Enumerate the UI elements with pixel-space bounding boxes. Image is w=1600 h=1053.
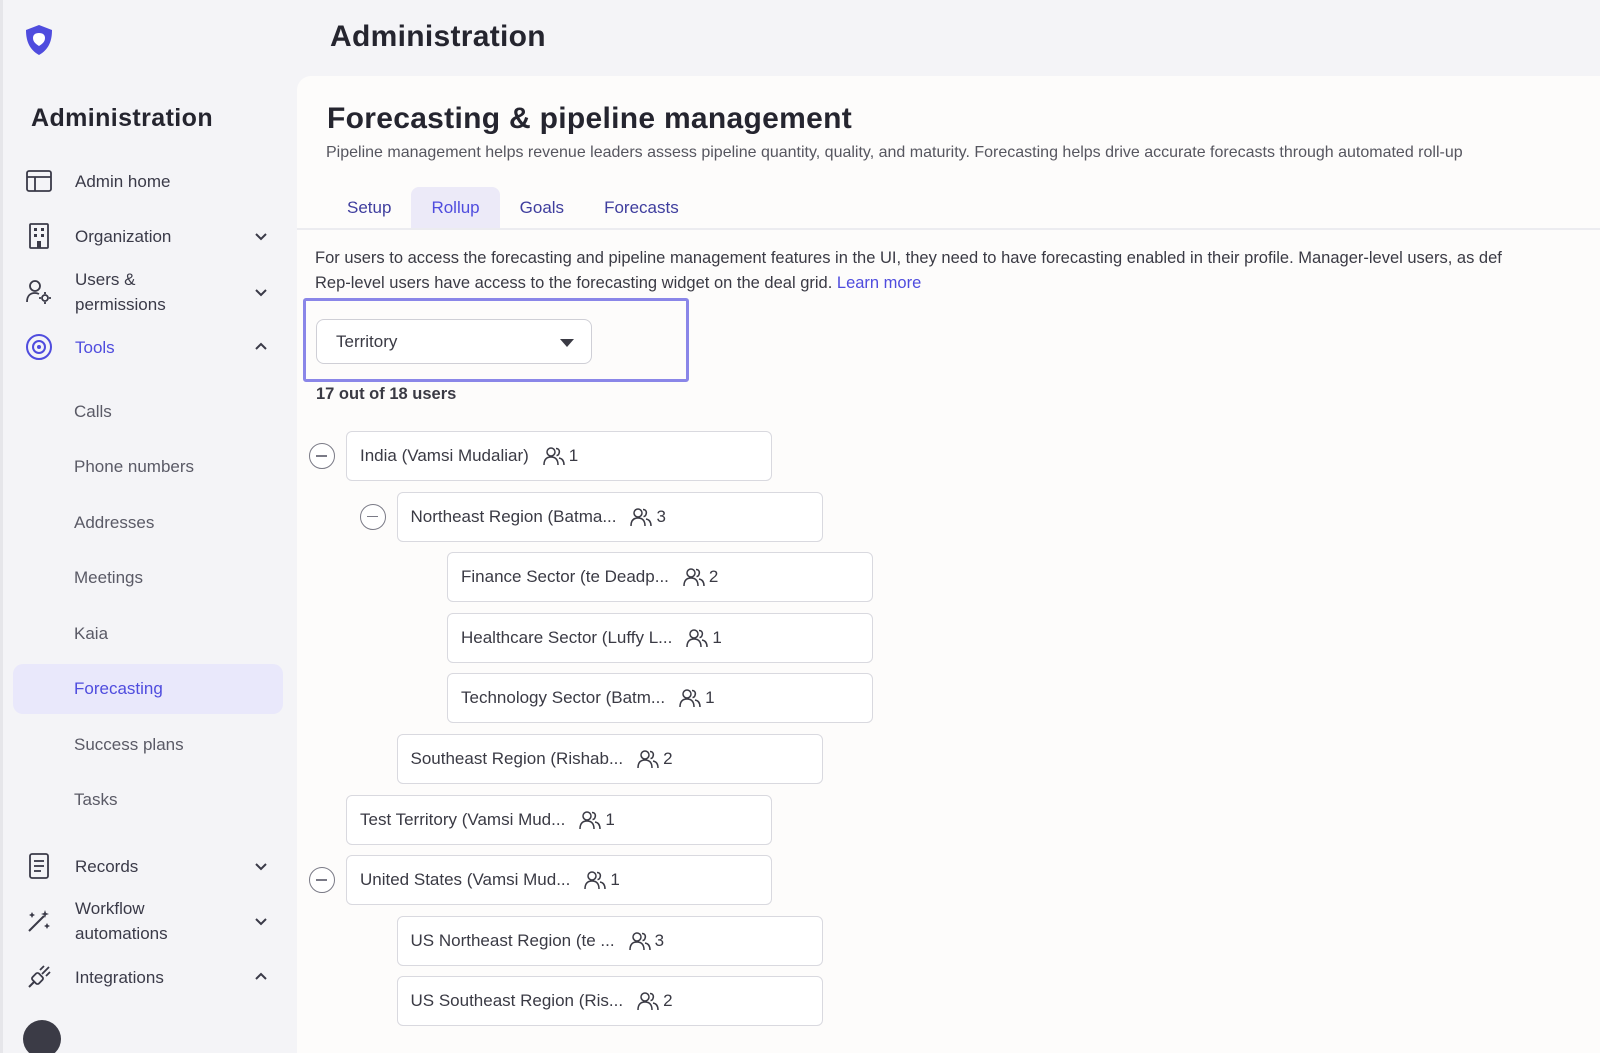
- tree-node-label: Test Territory (Vamsi Mud...: [360, 809, 566, 829]
- tree-node[interactable]: [346, 795, 772, 845]
- tree-node[interactable]: [447, 673, 873, 723]
- chevron-down-icon[interactable]: [253, 228, 269, 244]
- tree-node-user-count: 1: [568, 446, 579, 465]
- tree-node[interactable]: [346, 855, 772, 905]
- hierarchy-select-value: Territory: [336, 331, 398, 351]
- layout-icon: [25, 167, 53, 195]
- caret-down-icon: [560, 339, 574, 347]
- records-icon: [25, 852, 53, 880]
- users-icon: [679, 687, 701, 709]
- tree-node[interactable]: [397, 976, 823, 1026]
- tab-rollup[interactable]: Rollup: [411, 187, 499, 229]
- tree-node-label: US Northeast Region (te ...: [410, 930, 615, 950]
- sidebar-item-tools[interactable]: [13, 332, 283, 362]
- info-line-2: [315, 271, 1600, 296]
- user-settings-icon: [25, 278, 53, 306]
- sidebar-item-label: Integrations: [75, 967, 164, 987]
- user-count: 17 out of 18 users: [316, 385, 457, 403]
- sidebar-item-label: Organization: [75, 226, 172, 246]
- sidebar: [0, 0, 300, 1053]
- tools-icon: [25, 333, 53, 361]
- tree-node-user-count: 3: [656, 506, 666, 526]
- sidebar-item-organization[interactable]: [13, 221, 283, 251]
- learn-more-link[interactable]: Learn more: [836, 274, 922, 292]
- tree-node-user-count: 2: [663, 749, 673, 768]
- users-icon: [584, 869, 606, 891]
- tree-node-label: Technology Sector (Batm...: [461, 688, 666, 708]
- chevron-up-icon[interactable]: [253, 339, 269, 355]
- tree-node-label: Southeast Region (Rishab...: [410, 749, 624, 768]
- sidebar-item-workflow-automations[interactable]: [13, 894, 283, 948]
- sidebar-item-label: Workflow automations: [75, 899, 168, 943]
- plug-icon: [25, 963, 53, 991]
- page-description: Pipeline management helps revenue leaders assess pipeline quantity, quality, and maturity. Forecasting helps drive accurate forecasts through automated roll-up: [326, 144, 1463, 161]
- sidebar-subitem-kaia[interactable]: Kaia: [74, 624, 109, 643]
- page-title: Forecasting & pipeline management: [327, 102, 853, 135]
- chevron-down-icon[interactable]: [253, 284, 269, 300]
- tree-node[interactable]: [397, 492, 823, 542]
- tree-node[interactable]: [397, 734, 823, 784]
- tree-node-user-count: 3: [654, 930, 665, 950]
- users-icon: [579, 809, 601, 831]
- tree-node-user-count: 2: [663, 991, 673, 1011]
- info-line-1: For users to access the forecasting and pipeline management features in the UI, they need to have forecasting enabled in their profile. Manager-level users, as def: [315, 249, 1502, 267]
- sidebar-subitem-success-plans[interactable]: Success plans: [74, 735, 184, 754]
- tab-forecasts[interactable]: Forecasts: [604, 198, 679, 217]
- header-title: Administration: [330, 20, 546, 53]
- sidebar-subitem-phone-numbers[interactable]: Phone numbers: [74, 457, 195, 476]
- sidebar-subitem-addresses[interactable]: Addresses: [74, 513, 155, 532]
- chevron-down-icon[interactable]: [253, 858, 269, 874]
- collapse-toggle-icon[interactable]: [309, 443, 335, 469]
- magic-wand-icon: [25, 907, 53, 935]
- sidebar-item-integrations[interactable]: [13, 962, 283, 992]
- tree-node[interactable]: [447, 613, 873, 663]
- chevron-down-icon[interactable]: [253, 913, 269, 929]
- sidebar-item-label: Records: [75, 856, 139, 876]
- collapse-toggle-icon[interactable]: [309, 867, 335, 893]
- users-icon: [683, 566, 705, 588]
- tab-setup[interactable]: Setup: [347, 198, 392, 217]
- tree-node-label: Healthcare Sector (Luffy L...: [461, 627, 673, 647]
- tabs-divider: [297, 228, 1600, 230]
- tab-goals[interactable]: Goals: [519, 198, 565, 217]
- sidebar-title: Administration: [31, 104, 213, 132]
- tree-node-user-count: 2: [708, 567, 719, 587]
- collapse-toggle-icon[interactable]: [360, 504, 386, 530]
- app-logo-icon[interactable]: [21, 22, 57, 58]
- sidebar-subitem-forecasting[interactable]: Forecasting: [13, 664, 283, 714]
- tree-node-label: Finance Sector (te Deadp...: [461, 567, 669, 587]
- sidebar-item-admin-home[interactable]: [13, 166, 283, 196]
- sidebar-subitem-calls[interactable]: Calls: [74, 402, 112, 421]
- hierarchy-select[interactable]: [316, 319, 592, 364]
- building-icon: [25, 222, 53, 250]
- tree-node-user-count: 1: [610, 870, 620, 890]
- main-panel: [297, 76, 1600, 1053]
- users-icon: [686, 627, 708, 649]
- tree-node[interactable]: [346, 431, 772, 481]
- sidebar-item-label: Users & permissions: [75, 270, 166, 314]
- tree-node-user-count: 1: [705, 688, 715, 708]
- tree-node-label: Northeast Region (Batma...: [410, 506, 617, 526]
- chevron-up-icon[interactable]: [253, 969, 269, 985]
- sidebar-item-records[interactable]: [13, 851, 283, 881]
- tab-bar: [327, 187, 699, 229]
- sidebar-subitem-tasks[interactable]: Tasks: [74, 790, 118, 809]
- users-icon: [543, 445, 565, 467]
- tree-node-user-count: 1: [605, 809, 615, 829]
- tree-node-label: India (Vamsi Mudaliar): [360, 446, 529, 465]
- sidebar-item-label: Admin home: [75, 171, 171, 191]
- users-icon: [629, 930, 651, 952]
- users-icon: [637, 748, 659, 770]
- users-icon: [630, 506, 652, 528]
- info-text: [315, 246, 1600, 296]
- tree-node-label: United States (Vamsi Mud...: [360, 870, 571, 890]
- users-icon: [637, 990, 659, 1012]
- tree-node[interactable]: [447, 552, 873, 602]
- tree-node-user-count: 1: [712, 627, 722, 647]
- sidebar-item-users-permissions[interactable]: [13, 265, 283, 319]
- avatar[interactable]: [23, 1020, 61, 1053]
- sidebar-item-label: Tools: [75, 337, 115, 357]
- tree-node[interactable]: [397, 916, 823, 966]
- sidebar-subitem-meetings[interactable]: Meetings: [74, 568, 143, 587]
- tree-node-label: US Southeast Region (Ris...: [410, 991, 624, 1011]
- info-line-2-text: Rep-level users have access to the forecasting widget on the deal grid.: [315, 274, 833, 292]
